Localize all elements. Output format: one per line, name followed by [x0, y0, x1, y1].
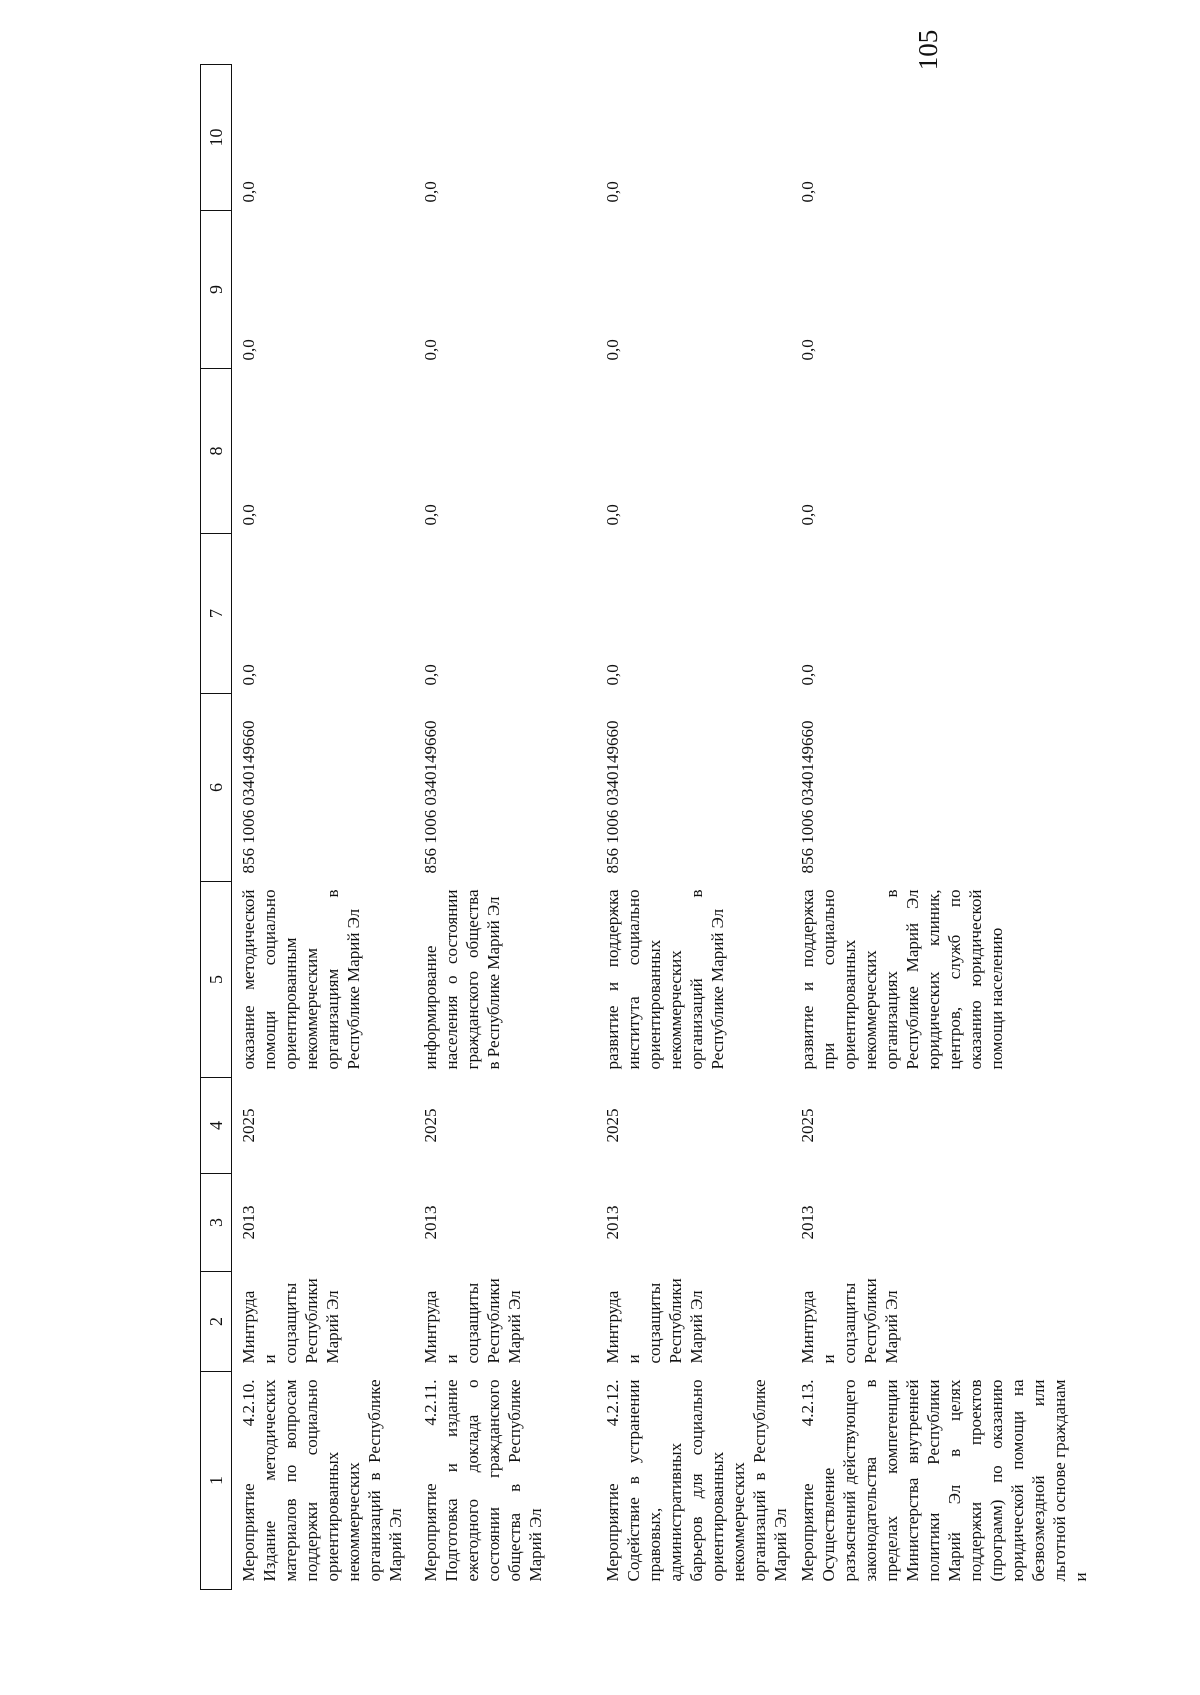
- col-header-7: 7: [201, 534, 232, 694]
- value-10-cell: 0,0: [239, 181, 258, 203]
- page-number: 105: [913, 29, 943, 71]
- measure-cell: Мероприятие 4.2.11. Подготовка и издание ежегодного доклада о состоянии гражданского общества в Республике Марий Эл: [421, 1379, 545, 1582]
- value-9-cell: 0,0: [798, 339, 817, 361]
- result-cell: оказание методической помощи социально ориентированным некоммерческим организациям в Республике Марий Эл: [239, 889, 363, 1070]
- executor-cell: Минтруда и соцзащиты Республики Марий Эл: [603, 1278, 706, 1364]
- header-row: [201, 65, 232, 1590]
- value-7-cell: 0,0: [798, 664, 817, 686]
- measure-cell: Мероприятие 4.2.10. Издание методических материалов по вопросам поддержки социально ориентированных некоммерческих организаций в Республике Марий Эл: [239, 1379, 405, 1582]
- col-header-9: 9: [201, 211, 232, 369]
- table-row: [791, 65, 1091, 1590]
- end-year-cell: 2025: [421, 1108, 440, 1143]
- value-8-cell: 0,0: [603, 504, 622, 526]
- value-10-cell: 0,0: [603, 181, 622, 203]
- budget-code-cell: 856 1006 0340149660: [798, 720, 817, 874]
- result-cell: развитие и поддержка института социально ориентированных некоммерческих организаций в Республике Марий Эл: [603, 889, 727, 1070]
- start-year-cell: 2013: [798, 1205, 817, 1240]
- table-row: [232, 65, 415, 1590]
- col-header-8: 8: [201, 369, 232, 534]
- value-8-cell: 0,0: [798, 504, 817, 526]
- end-year-cell: 2025: [798, 1108, 817, 1143]
- value-10-cell: 0,0: [798, 181, 817, 203]
- start-year-cell: 2013: [239, 1205, 258, 1240]
- value-9-cell: 0,0: [421, 339, 440, 361]
- result-cell: развитие и поддержка при социально ориентированных некоммерческих организациях в Республике Марий Эл юридических клиник, центров, служб по оказанию юридической помощи населению: [798, 889, 1006, 1070]
- value-10-cell: 0,0: [421, 181, 440, 203]
- table-row: [414, 65, 596, 1590]
- col-header-10: 10: [201, 65, 232, 211]
- budget-code-cell: 856 1006 0340149660: [239, 720, 258, 874]
- result-cell: информирование населения о состоянии гражданского общества в Республике Марий Эл: [421, 889, 503, 1070]
- executor-cell: Минтруда и соцзащиты Республики Марий Эл: [798, 1278, 901, 1364]
- end-year-cell: 2025: [603, 1108, 622, 1143]
- value-9-cell: 0,0: [239, 339, 258, 361]
- value-8-cell: 0,0: [421, 504, 440, 526]
- value-7-cell: 0,0: [239, 664, 258, 686]
- col-header-2: 2: [201, 1272, 232, 1372]
- col-header-5: 5: [201, 882, 232, 1078]
- value-7-cell: 0,0: [603, 664, 622, 686]
- executor-cell: Минтруда и соцзащиты Республики Марий Эл: [421, 1278, 524, 1364]
- value-7-cell: 0,0: [421, 664, 440, 686]
- col-header-1: 1: [201, 1372, 232, 1590]
- measure-cell: Мероприятие 4.2.12. Содействие в устранении правовых, административных барьеров для социально ориентированных некоммерческих организаций в Республике Марий Эл: [603, 1379, 790, 1582]
- col-header-3: 3: [201, 1174, 232, 1272]
- table-row: [596, 65, 791, 1590]
- start-year-cell: 2013: [421, 1205, 440, 1240]
- executor-cell: Минтруда и соцзащиты Республики Марий Эл: [239, 1278, 342, 1364]
- measure-cell: Мероприятие 4.2.13. Осуществление разъяснений действующего законодательства в пределах компетенции Министерства внутренней политики Республики Марий Эл в целях поддержки проектов (программ) по оказанию юридической помощи на безвозмездной или льготной основе гражданам и: [798, 1379, 1090, 1582]
- start-year-cell: 2013: [603, 1205, 622, 1240]
- value-9-cell: 0,0: [603, 339, 622, 361]
- end-year-cell: 2025: [239, 1108, 258, 1143]
- budget-code-cell: 856 1006 0340149660: [421, 720, 440, 874]
- col-header-6: 6: [201, 694, 232, 882]
- budget-code-cell: 856 1006 0340149660: [603, 720, 622, 874]
- col-header-4: 4: [201, 1078, 232, 1174]
- rotated-table-sheet: [200, 65, 1090, 1590]
- value-8-cell: 0,0: [239, 504, 258, 526]
- activities-table: [200, 64, 1091, 1590]
